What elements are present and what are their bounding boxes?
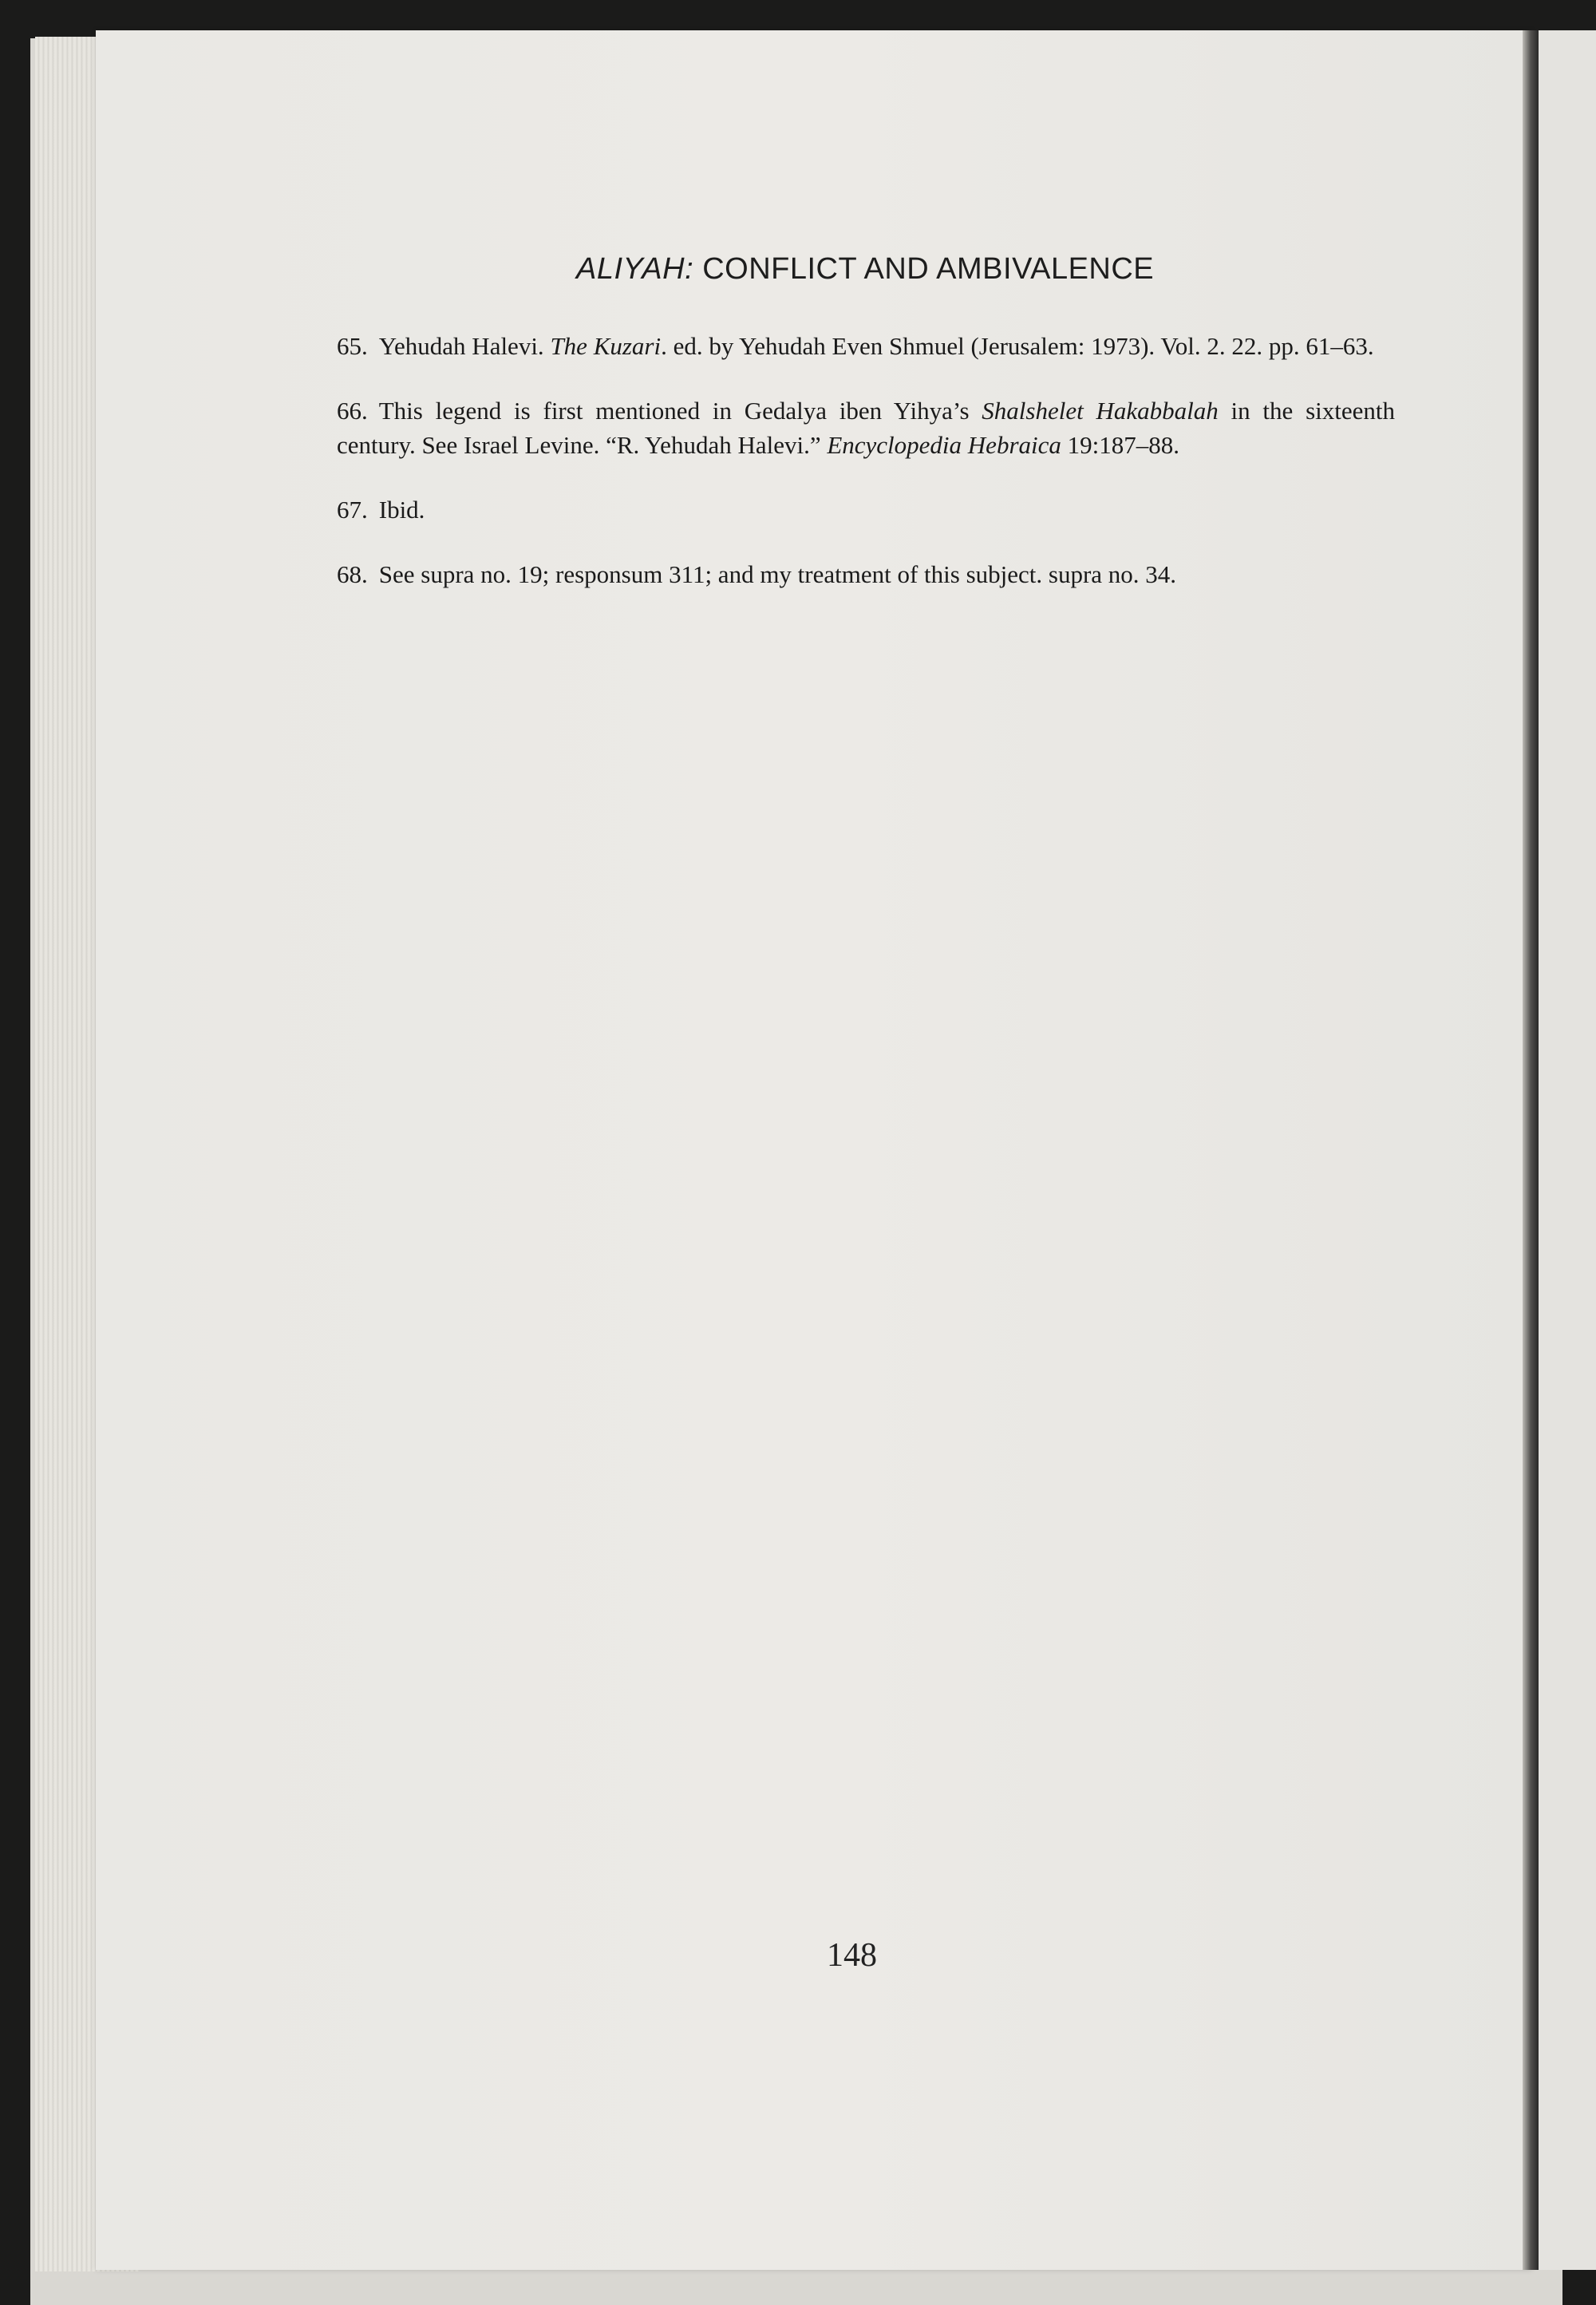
note-italic-title: The Kuzari xyxy=(550,332,662,360)
note-text: Yehudah Halevi. xyxy=(378,332,551,360)
endnotes xyxy=(337,329,1395,622)
note-68 xyxy=(337,557,1395,591)
book-gutter xyxy=(1523,30,1539,2270)
running-head-text: CONFLICT AND AMBIVALENCE xyxy=(693,252,1155,286)
note-italic-title: Shalshelet Hakabbalah xyxy=(982,397,1219,425)
page-number: 148 xyxy=(827,1937,877,1974)
running-head-italic: ALIYAH: xyxy=(576,252,694,286)
note-number: 67. xyxy=(337,496,368,524)
note-number: 68. xyxy=(337,560,368,588)
note-text: . ed. by Yehudah Even Shmuel (Jerusalem: 1973). Vol. 2. 22. pp. 61–63. xyxy=(661,332,1374,360)
note-66 xyxy=(337,393,1395,462)
note-text: 19:187–88. xyxy=(1061,431,1179,459)
note-text: See supra no. 19; responsum 311; and my treatment of this subject. supra no. 34. xyxy=(378,560,1177,588)
note-text: Ibid. xyxy=(378,496,425,524)
note-italic-title: Encyclopedia Hebraica xyxy=(827,431,1061,459)
facing-page-edge xyxy=(1539,30,1596,2270)
note-number: 66. xyxy=(337,397,368,425)
running-head xyxy=(576,252,1154,287)
note-number: 65. xyxy=(337,332,368,360)
note-65 xyxy=(337,329,1395,363)
note-text: This legend is first mentioned in Gedalya iben Yihya’s xyxy=(378,397,982,425)
note-text: in the sixteenth century. See Israel Levine. “R. Yehudah Halevi.” xyxy=(337,397,1396,459)
note-67 xyxy=(337,492,1395,527)
